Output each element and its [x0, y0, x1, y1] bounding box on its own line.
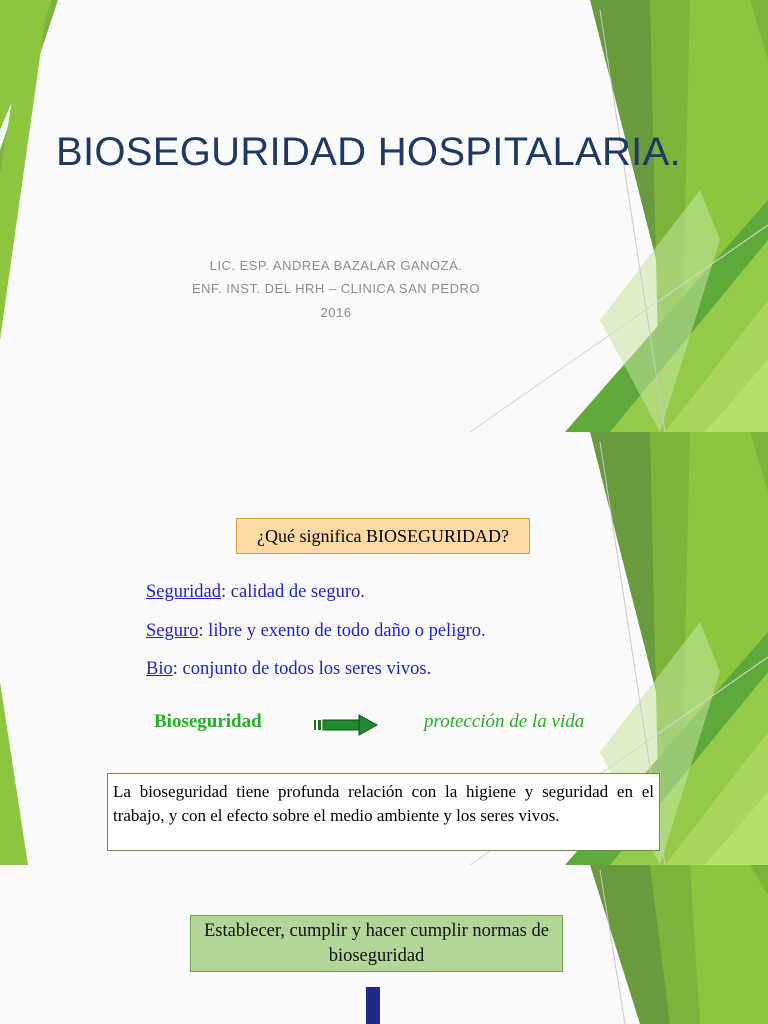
definition-bio — [146, 659, 431, 680]
definition-term: Bio — [146, 659, 173, 679]
page-title: BIOSEGURIDAD HOSPITALARIA. — [56, 130, 681, 174]
arrow-right-icon — [314, 714, 378, 736]
green-decoration-right — [0, 0, 768, 432]
author-line: LIC. ESP. ANDREA BAZALAR GANOZA. — [209, 258, 463, 273]
title-slide — [0, 0, 768, 432]
definition-text: : calidad de seguro. — [221, 582, 365, 602]
definition-term: Seguro — [146, 621, 199, 641]
definition-seguro — [146, 621, 486, 642]
definition-text: : conjunto de todos los seres vivos. — [172, 659, 432, 679]
bioseguridad-label: Bioseguridad — [154, 711, 262, 732]
proteccion-label: protección de la vida — [424, 711, 585, 732]
year-line: 2016 — [320, 305, 352, 320]
question-box: ¿Qué significa BIOSEGURIDAD? — [236, 518, 530, 554]
description-box: La bioseguridad tiene profunda relación con la higiene y seguridad en el trabajo, y con el efecto sobre el medio ambiente y los seres vivos. — [107, 773, 660, 851]
definition-seguridad — [146, 582, 365, 603]
norms-box: Establecer, cumplir y hacer cumplir normas de bioseguridad — [190, 915, 563, 972]
arrow-down-icon — [366, 987, 380, 1024]
definition-text: : libre y exento de todo daño o peligro. — [198, 621, 486, 641]
norms-slide — [0, 865, 768, 1024]
definition-slide — [0, 432, 768, 865]
institution-line: ENF. INST. DEL HRH – CLINICA SAN PEDRO — [192, 281, 480, 296]
definition-term: Seguridad — [146, 582, 222, 602]
